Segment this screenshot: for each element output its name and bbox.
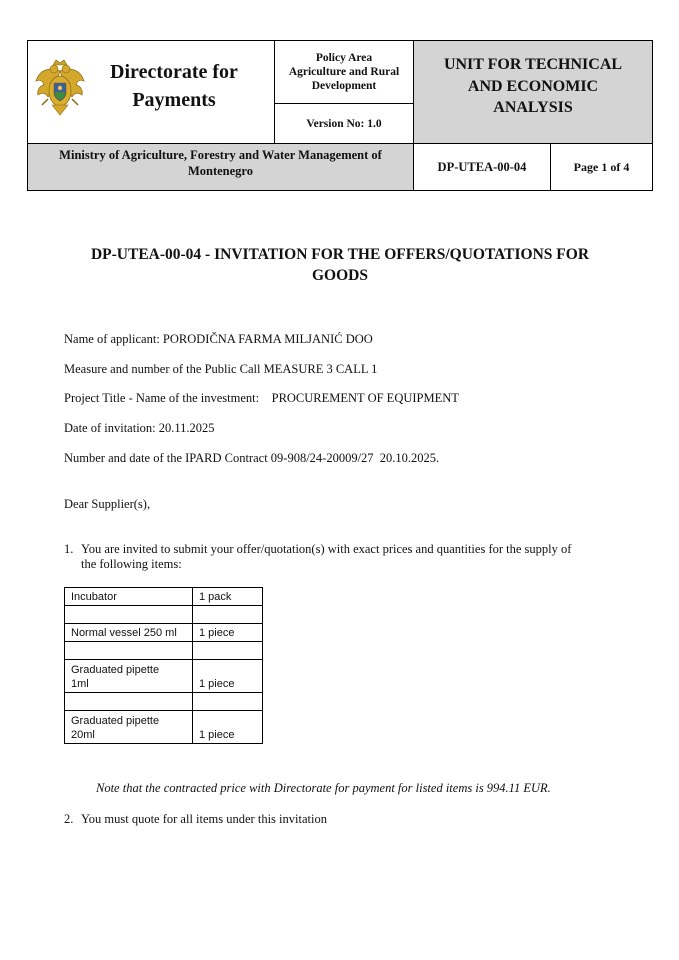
- item-quantity: 1 piece: [193, 624, 263, 642]
- item-name: [65, 711, 193, 744]
- item-name: [65, 660, 193, 693]
- table-row: [65, 711, 263, 744]
- unit-line1: UNIT FOR TECHNICAL: [443, 56, 623, 73]
- policy-area-line3: Development: [311, 80, 377, 92]
- item1-line2: the following items:: [81, 557, 182, 571]
- ministry-cell: [27, 143, 414, 191]
- version-cell: [274, 103, 414, 144]
- item-name-line2: 20ml: [71, 729, 95, 741]
- directorate-title-line2: Payments: [132, 89, 216, 111]
- document-code: DP-UTEA-00-04: [437, 159, 527, 174]
- table-row: [65, 588, 263, 606]
- document-title-line2: GOODS: [312, 267, 368, 284]
- version-number: Version No: 1.0: [306, 117, 382, 130]
- unit-line2: AND ECONOMIC: [467, 77, 599, 95]
- item-name: Normal vessel 250 ml: [65, 624, 193, 642]
- ipard-contract: Number and date of the IPARD Contract 09-908/24-20009/27 20.10.2025.: [64, 451, 440, 465]
- document-title-line1: DP-UTEA-00-04 - INVITATION FOR THE OFFERS/QUOTATIONS FOR: [90, 246, 590, 263]
- contracted-price-note: Note that the contracted price with Directorate for payment for listed items is 994.11 EUR.: [96, 781, 551, 795]
- table-spacer-row: [65, 642, 263, 660]
- page-number: Page 1 of 4: [573, 159, 630, 174]
- montenegro-coat-of-arms-icon: [34, 59, 86, 119]
- page-number-cell: [550, 143, 653, 191]
- unit-cell: [413, 40, 653, 144]
- invitation-date: Date of invitation: 20.11.2025: [64, 421, 215, 435]
- greeting: Dear Supplier(s),: [64, 497, 151, 511]
- policy-area-line1: Policy Area: [315, 52, 373, 64]
- table-spacer-row: [65, 693, 263, 711]
- directorate-title-line1: Directorate for: [110, 61, 238, 83]
- policy-area-line2: Agriculture and Rural: [288, 66, 400, 78]
- document-title: [60, 244, 620, 286]
- item2-number: 2.: [64, 812, 74, 826]
- unit-line3: ANALYSIS: [493, 99, 573, 116]
- project-title: Project Title - Name of the investment: PROCUREMENT OF EQUIPMENT: [64, 391, 459, 405]
- item1-number: 1.: [64, 542, 74, 556]
- directorate-title: [94, 58, 254, 114]
- ministry-line1: Ministry of Agriculture, Forestry and Water Management of: [59, 148, 382, 162]
- item-name: Incubator: [65, 588, 193, 606]
- item-quantity: 1 piece: [193, 660, 263, 693]
- item-quantity: 1 pack: [193, 588, 263, 606]
- policy-area-cell: [274, 40, 414, 104]
- applicant-name: Name of applicant: PORODIČNA FARMA MILJANIĆ DOO: [64, 332, 373, 346]
- item2-text: You must quote for all items under this invitation: [81, 812, 327, 826]
- item-name-line2: 1ml: [71, 678, 89, 690]
- ministry-line2: Montenegro: [187, 164, 254, 178]
- item-name-line1: Graduated pipette: [71, 664, 160, 676]
- table-spacer-row: [65, 606, 263, 624]
- directorate-header-cell: [27, 40, 275, 144]
- item1-line1: You are invited to submit your offer/quotation(s) with exact prices and quantities for the supply of: [81, 542, 572, 556]
- document-code-cell: [413, 143, 551, 191]
- item-quantity: 1 piece: [193, 711, 263, 744]
- table-row: [65, 624, 263, 642]
- items-table: [64, 587, 263, 744]
- item-name-line1: Graduated pipette: [71, 715, 160, 727]
- table-row: [65, 660, 263, 693]
- measure-call: Measure and number of the Public Call MEASURE 3 CALL 1: [64, 362, 378, 376]
